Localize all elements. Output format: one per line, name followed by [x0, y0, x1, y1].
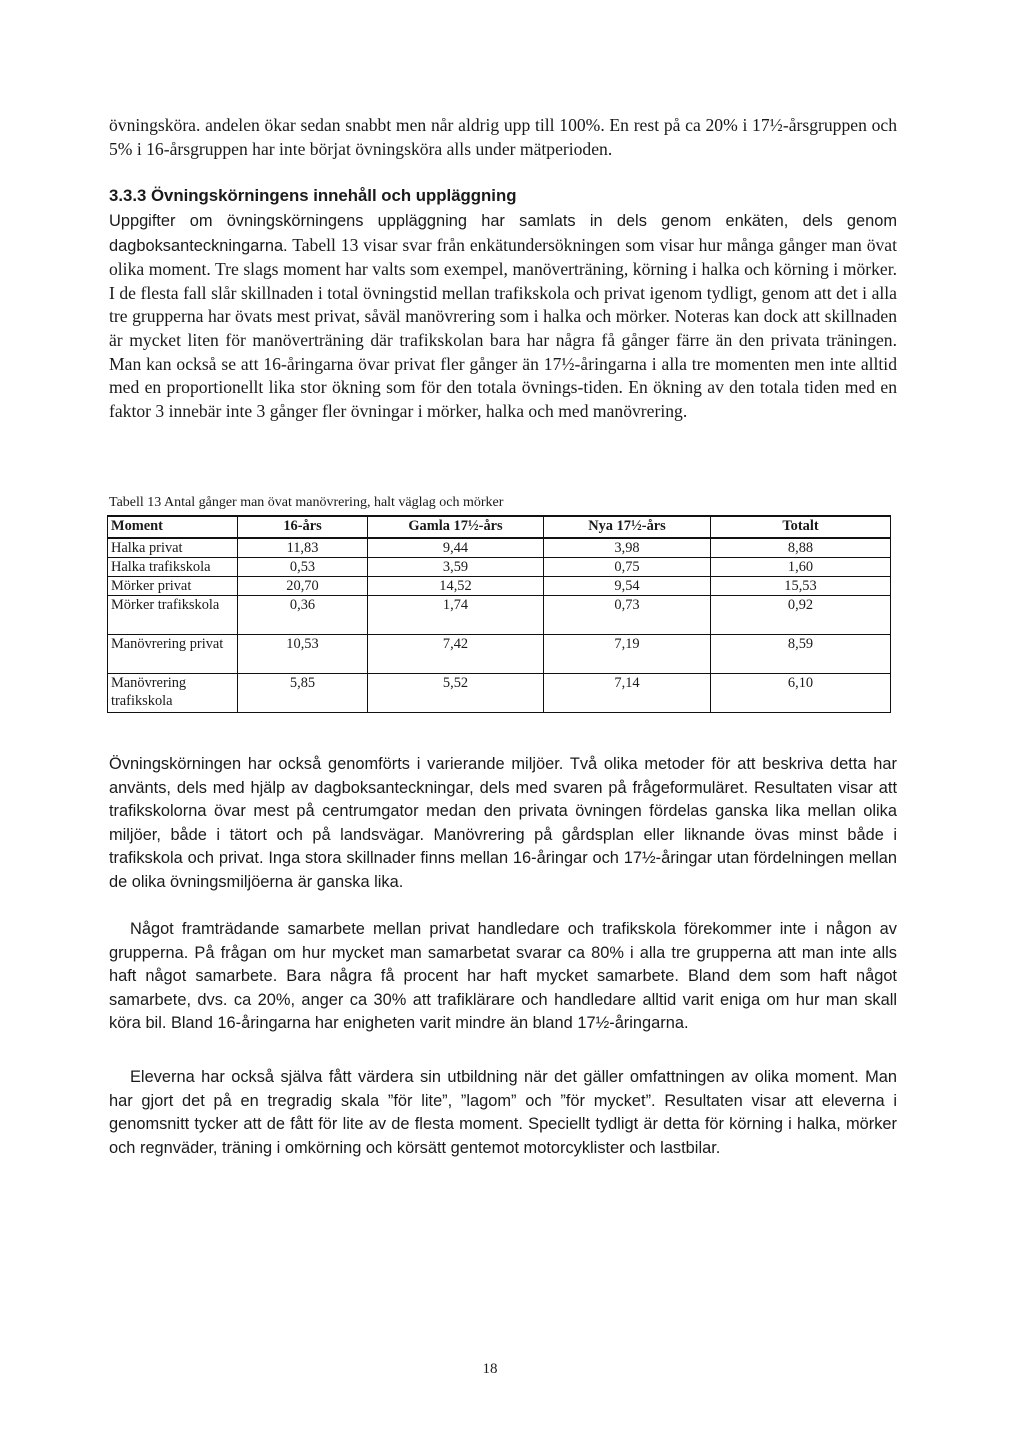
table-cell: 7,14 — [544, 674, 711, 713]
row-label: Halka privat — [108, 538, 238, 558]
table-row — [108, 538, 891, 558]
table-cell: 6,10 — [711, 674, 891, 713]
evaluation-paragraph: Eleverna har också själva fått värdera sin utbildning när det gäller omfattningen av olika moment. Man har gjort det på en tregradig skala ”för lite”, ”lagom” och ”för mycket”. Resultaten visar att eleverna i genomsnitt tycker att de fått för lite av de flesta moment. Speciellt tydligt är detta för körning i halka, mörker och regnväder, träning i omkörning och körsätt gentemot motorcyklister och lastbilar. — [109, 1068, 897, 1157]
table-cell: 5,85 — [238, 674, 368, 713]
row-label: Manövrering trafikskola — [108, 674, 238, 713]
table-row — [108, 635, 891, 674]
data-table — [107, 515, 891, 713]
table-cell: 0,73 — [544, 596, 711, 635]
table-cell: 0,75 — [544, 558, 711, 577]
table-row — [108, 577, 891, 596]
table-cell: 1,60 — [711, 558, 891, 577]
table-header-row — [108, 516, 891, 538]
table-cell: 5,52 — [368, 674, 544, 713]
table-row — [108, 674, 891, 713]
cooperation-paragraph: Något framträdande samarbete mellan privat handledare och trafikskola förekommer inte i någon av grupperna. På frågan om hur mycket man samarbetat svarar ca 80% i alla tre grupperna att man inte alls haft något samarbete. Bara några få procent har haft mycket samarbete. Bland dem som haft något samarbete, dvs. ca 20%, anger ca 30% att trafiklärare och handledare alltid varit eniga om hur man skall köra bil. Bland 16-åringarna har enigheten varit mindre än bland 17½-åringarna. — [109, 920, 897, 1033]
table-cell: 1,74 — [368, 596, 544, 635]
table-cell: 3,59 — [368, 558, 544, 577]
table-cell: 11,83 — [238, 538, 368, 558]
column-header: Totalt — [711, 516, 891, 538]
column-header: Gamla 17½-års — [368, 516, 544, 538]
table-cell: 3,98 — [544, 538, 711, 558]
intro-paragraph: övningsköra. andelen ökar sedan snabbt men når aldrig upp till 100%. En rest på ca 20% i 17½-årsgruppen och 5% i 16-årsgruppen har inte börjat övningsköra alls under mätperioden. — [109, 115, 897, 159]
row-label: Manövrering privat — [108, 635, 238, 674]
column-header: 16-års — [238, 516, 368, 538]
section-body-text: Tabell 13 visar svar från enkätundersökningen som visar hur många gånger man övat olika moment. Tre slags moment har valts som exempel, manöverträning, körning i halka och körning i mörker. I de flesta fall slår skillnaden i total övningstid mellan trafikskola och privat igenom tydligt, genom att det i alla tre grupperna har övats mest privat, såväl manövrering som i halka och mörker. Noteras kan dock att skillnaden är mycket liten för manöverträning där trafikskolan bara har några få gånger färre än den privata träningen. Man kan också se att 16-åringarna övar privat fler gånger än 17½-åringarna i alla tre momenten men inte alltid med en proportionellt lika stor ökning som för den totala övnings-tiden. En ökning av den totala tiden med en faktor 3 innebär inte 3 gånger fler övningar i mörker, halka och med manövrering. — [109, 234, 897, 421]
section-lead-text: Uppgifter om övningskörningens uppläggning har samlats in dels genom enkäten, dels genom dagboksanteckningarna. — [109, 212, 897, 255]
table-row — [108, 558, 891, 577]
table-caption: Tabell 13 Antal gånger man övat manövrering, halt väglag och mörker — [109, 495, 504, 510]
environment-paragraph: Övningskörningen har också genomförts i varierande miljöer. Två olika metoder för att beskriva detta har använts, dels med hjälp av dagboksanteckningar, dels med svaren på frågeformuläret. Resultaten visar att trafikskolorna övar mest på centrumgator medan den privata övningen fördelas ganska lika mellan olika miljöer, både i tätort och på landsvägar. Manövrering på gårdsplan eller liknande övas minst både i trafikskola och privat. Inga stora skillnader finns mellan 16-åringar och 17½-åringar utan fördelningen mellan de olika övningsmiljöerna är ganska lika. — [109, 755, 897, 891]
table-cell: 7,19 — [544, 635, 711, 674]
table-cell: 9,44 — [368, 538, 544, 558]
table-cell: 14,52 — [368, 577, 544, 596]
section-heading: 3.3.3 Övningskörningens innehåll och uppläggning — [109, 186, 517, 205]
section-paragraph — [109, 209, 897, 423]
table-row — [108, 596, 891, 635]
row-label: Halka trafikskola — [108, 558, 238, 577]
row-label: Mörker trafikskola — [108, 596, 238, 635]
column-header: Nya 17½-års — [544, 516, 711, 538]
table-cell: 9,54 — [544, 577, 711, 596]
table-cell: 10,53 — [238, 635, 368, 674]
table-cell: 0,92 — [711, 596, 891, 635]
page-number: 18 — [482, 1361, 498, 1377]
table-cell: 8,88 — [711, 538, 891, 558]
table-cell: 8,59 — [711, 635, 891, 674]
column-header: Moment — [108, 516, 238, 538]
table-cell: 20,70 — [238, 577, 368, 596]
table-cell: 0,53 — [238, 558, 368, 577]
table-cell: 15,53 — [711, 577, 891, 596]
table-cell: 0,36 — [238, 596, 368, 635]
row-label: Mörker privat — [108, 577, 238, 596]
table-cell: 7,42 — [368, 635, 544, 674]
